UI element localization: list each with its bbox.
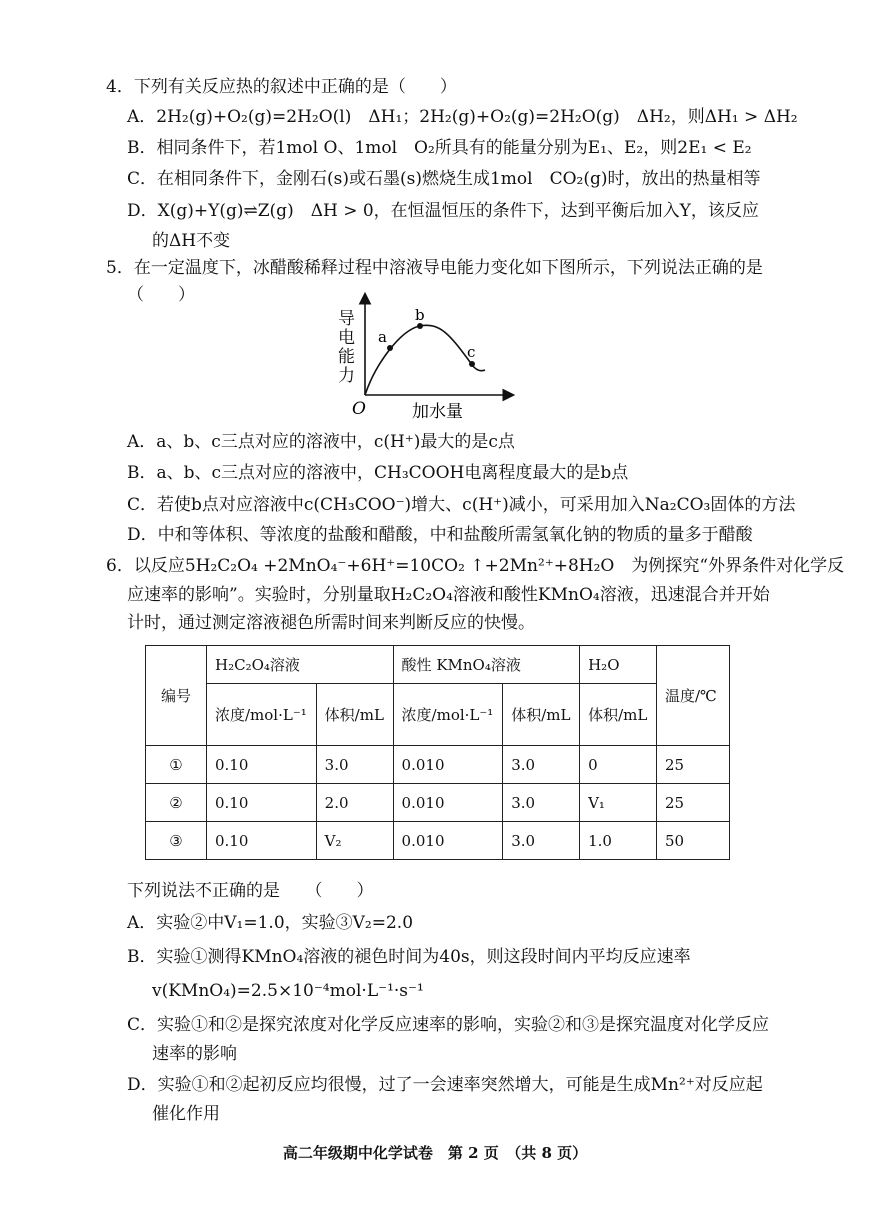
q4-option-b: B．相同条件下，若1mol O、1mol O₂所具有的能量分别为E₁、E₂，则2E₁ < E₂	[127, 138, 752, 158]
label-a: a	[378, 328, 387, 346]
cell: V₁	[580, 784, 657, 822]
q6-question: 下列说法不正确的是 （ ）	[127, 881, 374, 901]
sub-conc-1: 浓度/mol·L⁻¹	[207, 684, 317, 746]
q6-stem-line3: 计时，通过测定溶液褪色所需时间来判断反应的快慢。	[127, 613, 535, 633]
header-oxalic: H₂C₂O₄溶液	[207, 646, 394, 684]
cell: 25	[657, 746, 730, 784]
cell: 25	[657, 784, 730, 822]
q4-option-a: A．2H₂(g)+O₂(g)=2H₂O(l) ΔH₁；2H₂(g)+O₂(g)=2H₂O(g) ΔH₂，则ΔH₁ > ΔH₂	[127, 107, 798, 127]
q4-stem: 4．下列有关反应热的叙述中正确的是（ ）	[106, 77, 457, 97]
cell: 1.0	[580, 822, 657, 860]
q4-option-c: C．在相同条件下，金刚石(s)或石墨(s)燃烧生成1mol CO₂(g)时，放出的热量相等	[127, 169, 761, 189]
row-number: ③	[146, 822, 207, 860]
header-water: H₂O	[580, 646, 657, 684]
header-number: 编号	[146, 646, 207, 746]
cell: 0.10	[207, 784, 317, 822]
y-axis-label: 导电能力	[338, 309, 355, 386]
q6-option-d-cont: 催化作用	[152, 1104, 220, 1124]
cell: 3.0	[503, 784, 580, 822]
cell: 50	[657, 822, 730, 860]
cell: 0.010	[393, 784, 503, 822]
experiment-table	[145, 645, 730, 860]
point-c	[469, 361, 475, 367]
q4-option-d-cont: 的ΔH不变	[152, 231, 231, 251]
cell: 0.010	[393, 822, 503, 860]
label-b: b	[415, 306, 425, 324]
row-number: ①	[146, 746, 207, 784]
q5-option-d: D．中和等体积、等浓度的盐酸和醋酸，中和盐酸所需氢氧化钠的物质的量多于醋酸	[127, 525, 753, 545]
sub-conc-2: 浓度/mol·L⁻¹	[393, 684, 503, 746]
q6-option-a: A．实验②中V₁=1.0，实验③V₂=2.0	[127, 913, 414, 933]
header-temp: 温度/℃	[657, 646, 730, 746]
q5-option-c: C．若使b点对应溶液中c(CH₃COO⁻)增大、c(H⁺)减小，可采用加入Na₂CO₃固体的方法	[127, 495, 796, 515]
cell: 3.0	[503, 822, 580, 860]
x-axis-label: 加水量	[412, 402, 463, 422]
q6-option-b: B．实验①测得KMnO₄溶液的褪色时间为40s，则这段时间内平均反应速率	[127, 947, 691, 967]
table-row	[146, 784, 730, 822]
sub-vol-3: 体积/mL	[580, 684, 657, 746]
q5-option-a: A．a、b、c三点对应的溶液中，c(H⁺)最大的是c点	[127, 432, 515, 452]
q5-stem-blank: （ ）	[127, 285, 195, 305]
origin-label: O	[352, 399, 366, 419]
q6-stem: 6．以反应5H₂C₂O₄ +2MnO₄⁻+6H⁺=10CO₂ ↑+2Mn²⁺+8H₂O 为例探究“外界条件对化学反	[106, 556, 845, 576]
sub-vol-2: 体积/mL	[503, 684, 580, 746]
q6-option-c-cont: 速率的影响	[152, 1044, 237, 1064]
q4-option-d: D．X(g)+Y(g)⇌Z(g) ΔH > 0，在恒温恒压的条件下，达到平衡后加入Y，该反应	[127, 201, 759, 221]
q6-option-b-formula: v(KMnO₄)=2.5×10⁻⁴mol·L⁻¹·s⁻¹	[152, 981, 424, 1001]
q5-option-b: B．a、b、c三点对应的溶液中，CH₃COOH电离程度最大的是b点	[127, 463, 629, 483]
cell: V₂	[316, 822, 393, 860]
cell: 2.0	[316, 784, 393, 822]
q6-stem-line2: 应速率的影响”。实验时，分别量取H₂C₂O₄溶液和酸性KMnO₄溶液，迅速混合并开始	[127, 585, 770, 605]
cell: 0.10	[207, 746, 317, 784]
sub-vol-1: 体积/mL	[316, 684, 393, 746]
q6-option-d: D．实验①和②起初反应均很慢，过了一会速率突然增大，可能是生成Mn²⁺对反应起	[127, 1075, 763, 1095]
cell: 0	[580, 746, 657, 784]
page-footer: 高二年级期中化学试卷 第 2 页 （共 8 页）	[282, 1144, 588, 1162]
table-row	[146, 746, 730, 784]
cell: 0.10	[207, 822, 317, 860]
conductivity-graph	[330, 290, 530, 425]
row-number: ②	[146, 784, 207, 822]
table-row	[146, 822, 730, 860]
header-kmno4: 酸性 KMnO₄溶液	[393, 646, 580, 684]
q5-stem: 5．在一定温度下，冰醋酸稀释过程中溶液导电能力变化如下图所示，下列说法正确的是	[106, 258, 763, 278]
label-c: c	[467, 343, 476, 361]
q6-option-c: C．实验①和②是探究浓度对化学反应速率的影响，实验②和③是探究温度对化学反应	[127, 1015, 770, 1035]
point-a	[387, 345, 393, 351]
cell: 0.010	[393, 746, 503, 784]
cell: 3.0	[503, 746, 580, 784]
cell: 3.0	[316, 746, 393, 784]
